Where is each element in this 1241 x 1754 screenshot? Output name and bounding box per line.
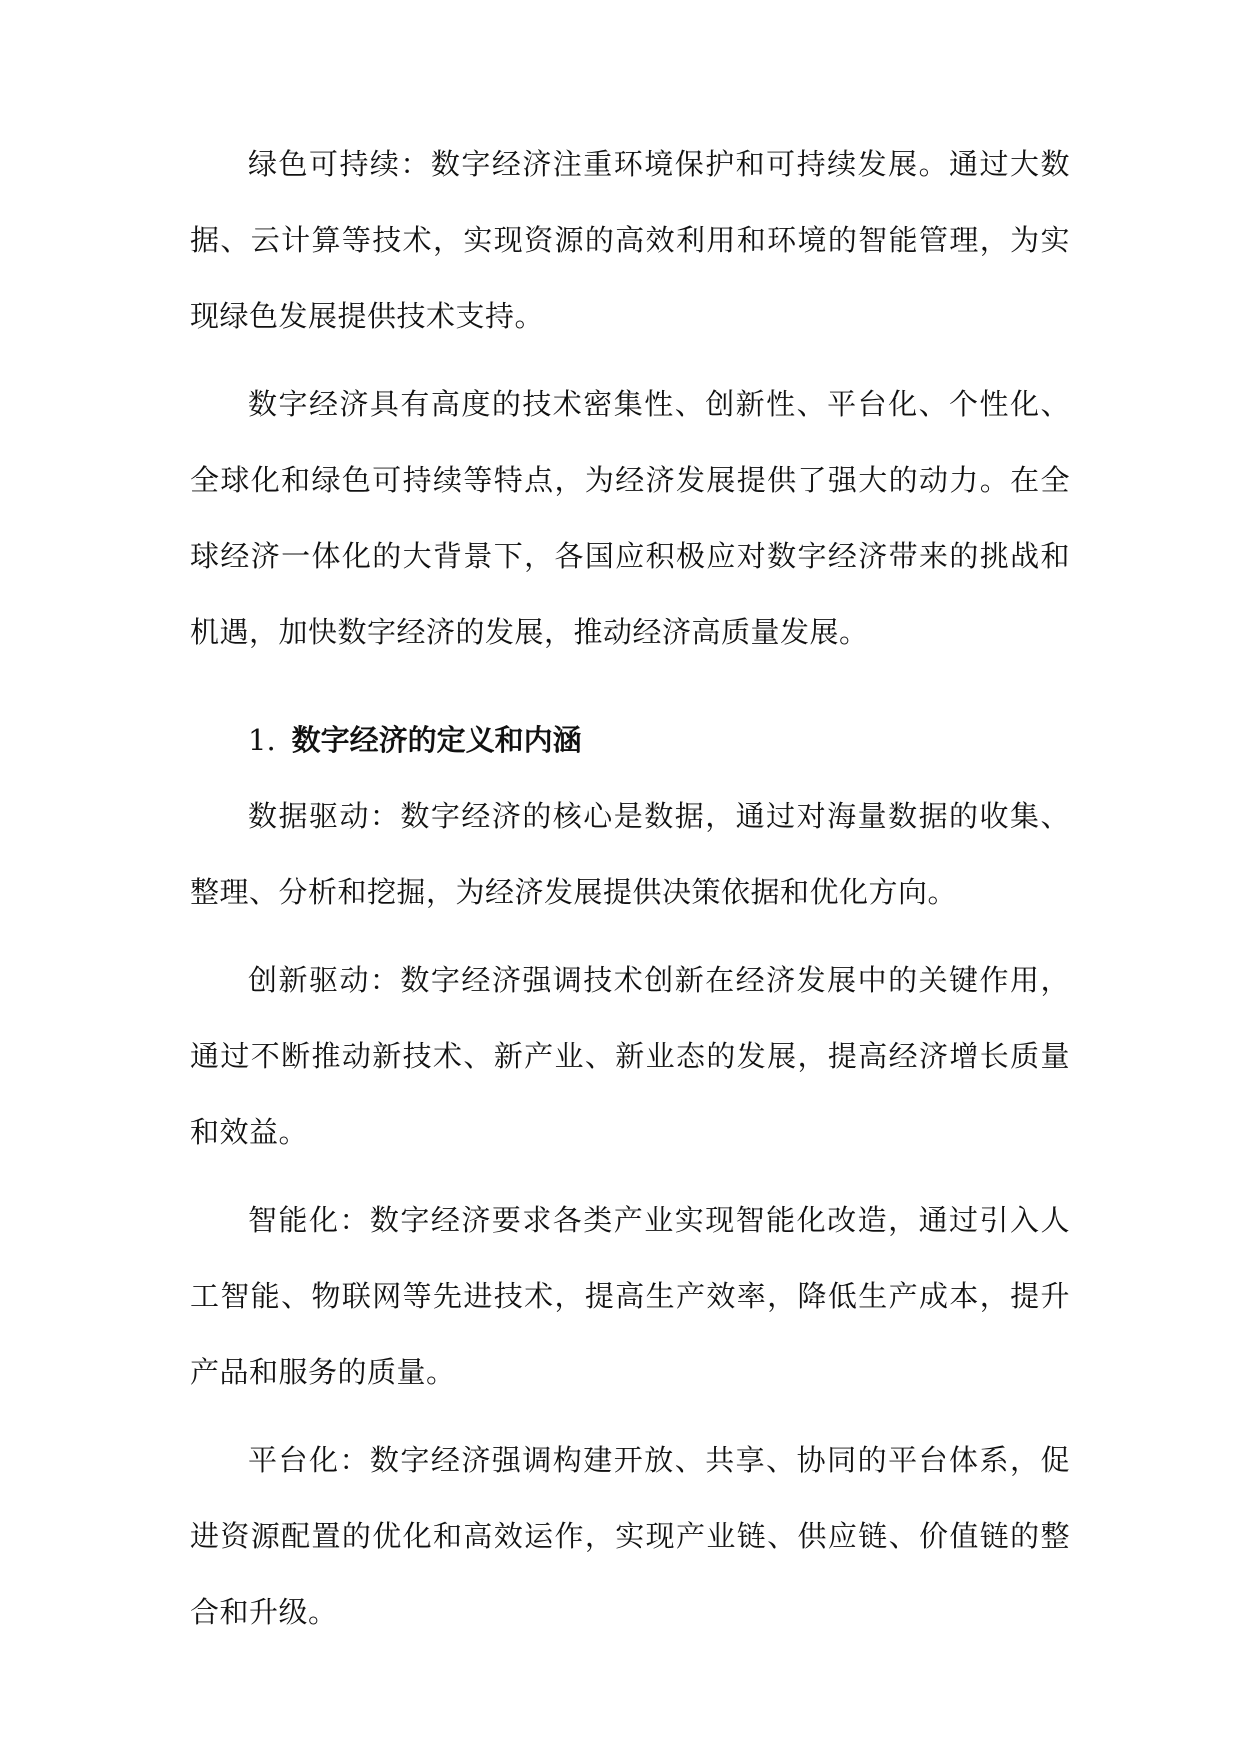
- paragraph-summary: 数字经济具有高度的技术密集性、创新性、平台化、个性化、全球化和绿色可持续等特点，为经济发展提供了强大的动力。在全球经济一体化的大背景下，各国应积极应对数字经济带来的挑战和机遇，加快数字经济的发展，推动经济高质量发展。: [190, 387, 1070, 649]
- paragraph-data-driven: 数据驱动：数字经济的核心是数据，通过对海量数据的收集、整理、分析和挖掘，为经济发展提供决策依据和优化方向。: [190, 799, 1070, 909]
- paragraph-green-sustainable: 绿色可持续：数字经济注重环境保护和可持续发展。通过大数据、云计算等技术，实现资源的高效利用和环境的智能管理，为实现绿色发展提供技术支持。: [190, 147, 1070, 333]
- paragraph-innovation-driven: 创新驱动：数字经济强调技术创新在经济发展中的关键作用，通过不断推动新技术、新产业、新业态的发展，提高经济增长质量和效益。: [190, 963, 1070, 1149]
- paragraph-platform: 平台化：数字经济强调构建开放、共享、协同的平台体系，促进资源配置的优化和高效运作，实现产业链、供应链、价值链的整合和升级。: [190, 1443, 1070, 1629]
- section-title: 数字经济的定义和内涵: [291, 723, 582, 757]
- paragraph-intelligent: 智能化：数字经济要求各类产业实现智能化改造，通过引入人工智能、物联网等先进技术，提高生产效率，降低生产成本，提升产品和服务的质量。: [190, 1203, 1070, 1389]
- document-page: [190, 126, 1070, 1650]
- section-heading: [190, 702, 1070, 778]
- section-number: 1.: [248, 723, 276, 757]
